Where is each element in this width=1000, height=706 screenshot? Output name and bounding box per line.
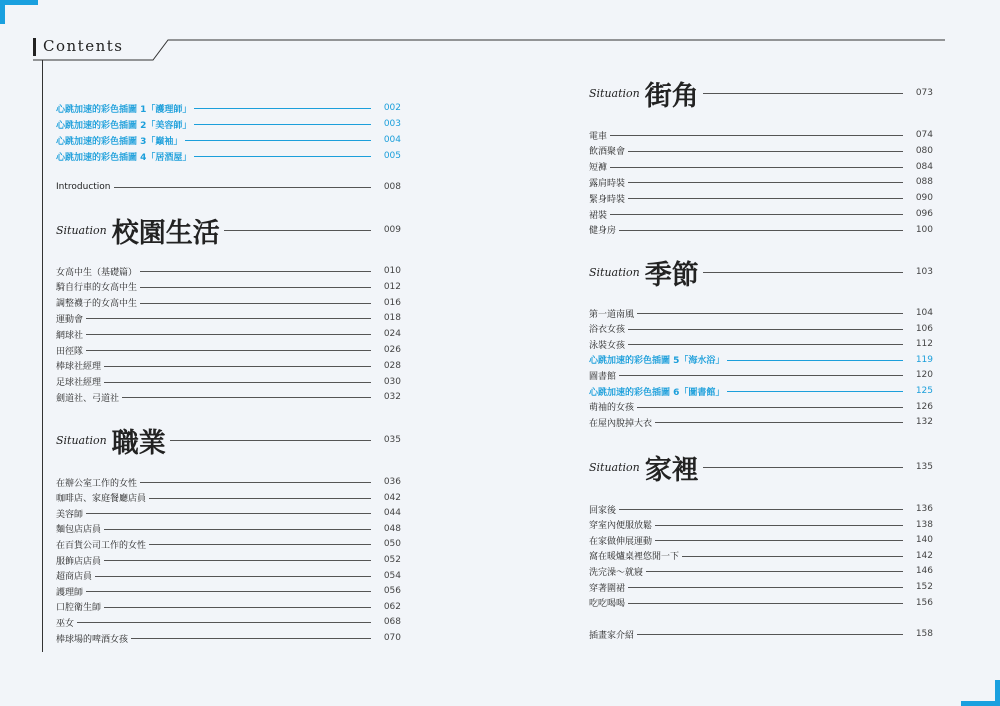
entry-title: 窩在暖爐桌裡悠閒一下 — [589, 552, 680, 563]
toc-entry[interactable] — [589, 207, 933, 221]
page-number: 074 — [915, 130, 933, 140]
toc-entry[interactable] — [589, 627, 933, 641]
page-number: 048 — [383, 523, 401, 534]
leader-line — [185, 140, 371, 141]
situation-label: Situation — [589, 265, 640, 279]
toc-entry[interactable] — [56, 101, 401, 115]
entry-title: 巫女 — [56, 618, 75, 629]
entry-title: 泳裝女孩 — [589, 340, 626, 351]
page-number: 136 — [915, 504, 933, 514]
toc-entry[interactable] — [56, 491, 401, 505]
toc-entry[interactable] — [56, 133, 401, 147]
section-title: 街角 — [644, 80, 699, 112]
entry-title: 在百貨公司工作的女性 — [56, 540, 147, 551]
leader-line — [95, 576, 371, 577]
page-number: 119 — [915, 354, 933, 365]
section-title: 季節 — [644, 259, 699, 291]
leader-line — [619, 375, 903, 376]
entry-title: 心跳加速的彩色插圖 2「美容師」 — [56, 120, 192, 131]
page-number: 090 — [915, 193, 933, 204]
entry-title: 心跳加速的彩色插圖 5「海水浴」 — [589, 356, 725, 367]
page-number: 088 — [915, 177, 933, 188]
toc-entry[interactable] — [589, 353, 933, 367]
toc-entry[interactable] — [589, 322, 933, 336]
entry-title: 護理師 — [56, 587, 84, 598]
page-number: 084 — [915, 161, 933, 172]
leader-line — [628, 603, 903, 604]
entry-title: 緊身時裝 — [589, 194, 626, 205]
page-number: 003 — [383, 119, 401, 129]
page-number: 018 — [383, 313, 401, 324]
page-number: 036 — [383, 477, 401, 487]
entry-title: 心跳加速的彩色插圖 1「護理師」 — [56, 104, 192, 115]
page-number: 100 — [915, 224, 933, 235]
leader-line — [140, 303, 371, 304]
toc-entry[interactable] — [56, 149, 401, 163]
leader-line — [149, 544, 371, 545]
page-number: 062 — [383, 601, 401, 612]
entry-title: 調整襪子的女高中生 — [56, 299, 138, 310]
leader-line — [224, 230, 371, 231]
leader-line — [637, 313, 903, 314]
leader-line — [619, 509, 903, 510]
entry-title: 穿著圍裙 — [589, 583, 626, 594]
toc-left-column — [56, 0, 401, 706]
entry-title: 在家做伸展運動 — [589, 536, 653, 547]
toc-entry[interactable] — [56, 615, 401, 629]
leader-line — [703, 93, 903, 94]
corner-accent-top-left — [0, 0, 38, 5]
entry-title: 網球社 — [56, 330, 84, 341]
leader-line — [86, 318, 371, 319]
toc-entry[interactable] — [589, 191, 933, 205]
toc-entry[interactable] — [56, 296, 401, 310]
page-number: 152 — [915, 582, 933, 592]
page-number: 138 — [915, 519, 933, 530]
section-title: 職業 — [111, 427, 166, 459]
page-number: 024 — [383, 329, 401, 340]
leader-line — [104, 382, 371, 383]
leader-line — [628, 198, 903, 199]
page-number: 103 — [915, 267, 933, 277]
left-margin-rule — [42, 60, 43, 652]
leader-line — [131, 638, 371, 639]
page-number: 096 — [915, 209, 933, 219]
corner-accent-bottom-right — [995, 680, 1000, 706]
entry-title: 回家後 — [589, 505, 617, 516]
toc-entry[interactable] — [56, 180, 401, 194]
toc-entry[interactable] — [589, 175, 933, 189]
leader-line — [104, 366, 371, 367]
leader-line — [637, 634, 903, 635]
page-number: 073 — [915, 88, 933, 98]
entry-title: 浴衣女孩 — [589, 325, 626, 336]
page-number: 035 — [383, 435, 401, 445]
toc-entry[interactable] — [589, 518, 933, 532]
toc-entry[interactable] — [56, 600, 401, 614]
page-number: 140 — [915, 535, 933, 546]
leader-line — [703, 467, 903, 468]
toc-entry[interactable] — [56, 506, 401, 520]
page-number: 054 — [383, 570, 401, 581]
page-number: 126 — [915, 401, 933, 412]
leader-line — [646, 571, 903, 572]
page-number: 146 — [915, 566, 933, 577]
entry-title: 心跳加速的彩色插圖 3「巔袖」 — [56, 136, 183, 147]
leader-line — [628, 344, 903, 345]
toc-entry[interactable] — [589, 533, 933, 547]
entry-title: 超商店員 — [56, 572, 93, 583]
entry-title: 足球社經理 — [56, 378, 102, 389]
page-number: 104 — [915, 308, 933, 318]
leader-line — [194, 124, 371, 125]
toc-entry[interactable] — [589, 400, 933, 414]
leader-line — [122, 397, 371, 398]
toc-entry[interactable] — [56, 553, 401, 567]
entry-title: 口腔衛生師 — [56, 603, 102, 614]
toc-right-column — [589, 0, 933, 706]
entry-title: 露肩時裝 — [589, 178, 626, 189]
leader-line — [655, 525, 903, 526]
page-number: 016 — [383, 297, 401, 308]
toc-entry[interactable] — [589, 596, 933, 610]
situation-label: Situation — [589, 460, 640, 474]
entry-title: 心跳加速的彩色插圖 4「居酒屋」 — [56, 152, 192, 163]
entry-title: 吃吃喝喝 — [589, 599, 626, 610]
leader-line — [86, 350, 371, 351]
entry-title: 劍道社、弓道社 — [56, 393, 120, 404]
entry-title: 健身房 — [589, 226, 617, 237]
page-number: 052 — [383, 555, 401, 565]
page-number: 056 — [383, 586, 401, 597]
toc-entry[interactable] — [56, 631, 401, 645]
entry-title: 洗完澡～就寢 — [589, 567, 644, 578]
leader-line — [86, 334, 371, 335]
section-heading[interactable] — [589, 73, 933, 113]
toc-entry[interactable] — [589, 549, 933, 563]
leader-line — [104, 529, 371, 530]
situation-label: Situation — [589, 86, 640, 100]
page-number: 068 — [383, 617, 401, 628]
page-number: 156 — [915, 597, 933, 608]
toc-entry[interactable] — [589, 415, 933, 429]
toc-entry[interactable] — [56, 117, 401, 131]
entry-title: 服飾店店員 — [56, 556, 102, 567]
section-heading[interactable] — [56, 420, 401, 460]
page-number: 132 — [915, 417, 933, 428]
leader-line — [86, 591, 371, 592]
page-number: 135 — [915, 462, 933, 472]
leader-line — [655, 422, 903, 423]
leader-line — [140, 271, 371, 272]
toc-entry[interactable] — [589, 368, 933, 382]
toc-entry[interactable] — [589, 337, 933, 351]
page-number: 028 — [383, 360, 401, 371]
entry-title: 麵包店店員 — [56, 525, 102, 536]
page-number: 012 — [383, 281, 401, 292]
entry-title: 美容師 — [56, 509, 84, 520]
entry-title: 萌袖的女孩 — [589, 403, 635, 414]
leader-line — [140, 482, 371, 483]
page-number: 032 — [383, 392, 401, 403]
toc-entry[interactable] — [589, 502, 933, 516]
entry-title: 飲酒聚會 — [589, 147, 626, 158]
leader-line — [703, 272, 903, 273]
page-number: 125 — [915, 386, 933, 396]
toc-entry[interactable] — [589, 580, 933, 594]
leader-line — [149, 498, 371, 499]
leader-line — [194, 108, 371, 109]
toc-entry[interactable] — [589, 564, 933, 578]
toc-entry[interactable] — [589, 306, 933, 320]
leader-line — [104, 607, 371, 608]
entry-title: 騎自行車的女高中生 — [56, 283, 138, 294]
leader-line — [610, 135, 903, 136]
page-title: Contents — [43, 37, 124, 55]
leader-line — [86, 513, 371, 514]
page-number: 002 — [383, 103, 401, 113]
entry-title: Introduction — [56, 182, 111, 192]
toc-entry[interactable] — [56, 327, 401, 341]
leader-line — [610, 167, 903, 168]
entry-title: 第一道南風 — [589, 309, 635, 320]
toc-entry[interactable] — [56, 375, 401, 389]
header-bar — [33, 38, 36, 56]
leader-line — [628, 182, 903, 183]
leader-line — [77, 622, 371, 623]
entry-title: 裙裝 — [589, 210, 608, 221]
entry-title: 棒球社經理 — [56, 362, 102, 373]
page-number: 142 — [915, 550, 933, 561]
entry-title: 電車 — [589, 131, 608, 142]
page-number: 010 — [383, 266, 401, 276]
page-number: 008 — [383, 182, 401, 192]
toc-entry[interactable] — [56, 584, 401, 598]
leader-line — [682, 556, 903, 557]
section-heading[interactable] — [56, 210, 401, 250]
situation-label: Situation — [56, 223, 107, 237]
entry-title: 運動會 — [56, 314, 84, 325]
page-number: 050 — [383, 539, 401, 550]
entry-title: 在辦公室工作的女性 — [56, 478, 138, 489]
page-number: 044 — [383, 508, 401, 519]
leader-line — [610, 214, 903, 215]
section-title: 家裡 — [644, 454, 699, 486]
leader-line — [727, 360, 903, 361]
toc-entry[interactable] — [56, 311, 401, 325]
toc-entry[interactable] — [56, 475, 401, 489]
toc-entry[interactable] — [589, 160, 933, 174]
leader-line — [104, 560, 371, 561]
leader-line — [628, 587, 903, 588]
toc-entry[interactable] — [56, 280, 401, 294]
page-number: 106 — [915, 323, 933, 334]
leader-line — [628, 329, 903, 330]
leader-line — [114, 187, 371, 188]
toc-entry[interactable] — [589, 128, 933, 142]
situation-label: Situation — [56, 433, 107, 447]
entry-title: 棒球場的啤酒女孩 — [56, 634, 129, 645]
leader-line — [628, 151, 903, 152]
entry-title: 女高中生（基礎篇） — [56, 267, 138, 278]
toc-entry[interactable] — [589, 223, 933, 237]
page-number: 005 — [383, 151, 401, 161]
leader-line — [140, 287, 371, 288]
toc-entry[interactable] — [56, 264, 401, 278]
entry-title: 插畫家介紹 — [589, 630, 635, 641]
page-number: 158 — [915, 629, 933, 639]
leader-line — [655, 540, 903, 541]
toc-entry[interactable] — [56, 390, 401, 404]
toc-entry[interactable] — [589, 144, 933, 158]
section-heading[interactable] — [589, 447, 933, 487]
leader-line — [194, 156, 371, 157]
page-number: 042 — [383, 492, 401, 503]
toc-entry[interactable] — [56, 359, 401, 373]
toc-entry[interactable] — [56, 537, 401, 551]
entry-title: 圖書館 — [589, 371, 617, 382]
page-number: 030 — [383, 376, 401, 387]
leader-line — [637, 407, 903, 408]
page-number: 009 — [383, 225, 401, 235]
page-number: 070 — [383, 633, 401, 643]
leader-line — [170, 440, 371, 441]
page-number: 080 — [915, 145, 933, 156]
toc-entry[interactable] — [56, 569, 401, 583]
corner-accent-top-left — [0, 0, 5, 24]
toc-entry[interactable] — [56, 343, 401, 357]
leader-line — [619, 230, 903, 231]
entry-title: 穿室內便服放鬆 — [589, 521, 653, 532]
entry-title: 心跳加速的彩色插圖 6「圖書館」 — [589, 387, 725, 398]
entry-title: 咖啡店、家庭餐廳店員 — [56, 494, 147, 505]
section-heading[interactable] — [589, 252, 933, 292]
toc-entry[interactable] — [56, 522, 401, 536]
entry-title: 在屋內脫掉大衣 — [589, 418, 653, 429]
entry-title: 短褲 — [589, 163, 608, 174]
page-number: 004 — [383, 135, 401, 145]
page-number: 112 — [915, 339, 933, 350]
entry-title: 田徑隊 — [56, 346, 84, 357]
page-number: 026 — [383, 345, 401, 355]
leader-line — [727, 391, 903, 392]
page-number: 120 — [915, 370, 933, 381]
section-title: 校園生活 — [111, 217, 220, 249]
toc-entry[interactable] — [589, 384, 933, 398]
